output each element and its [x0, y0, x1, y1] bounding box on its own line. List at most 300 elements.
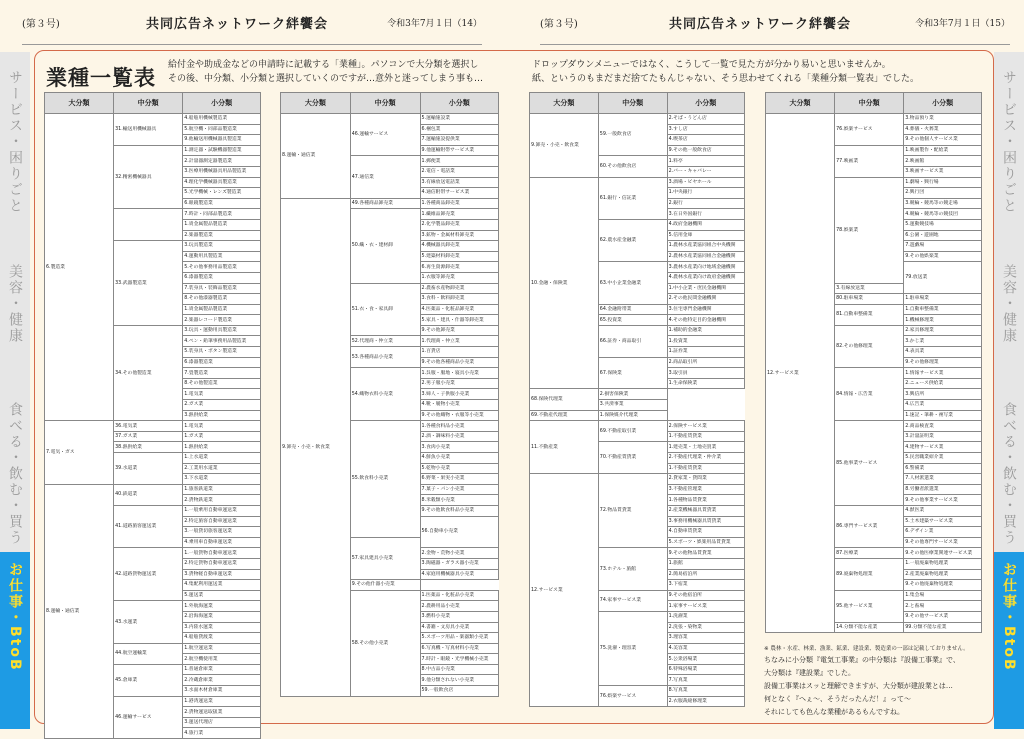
subcategory-cell: 4.葬儀・火葬業: [904, 124, 982, 135]
subcategory-cell: 1.家事サービス業: [667, 601, 744, 612]
subcategory-cell: 2.洗張・染物業: [667, 622, 744, 633]
subcategory-cell: 2.工業用水道業: [183, 463, 261, 474]
subcategory-cell: 2.簡易宿泊所: [667, 569, 744, 580]
category-cell: 12.サービス業: [530, 474, 599, 707]
subcategory-cell: 9.その他織物・衣服等小売業: [420, 410, 498, 421]
subcategory-cell: 4.自動車賃貸業: [667, 527, 744, 538]
category-cell: 80.駐車場業: [835, 294, 904, 305]
subcategory-cell: 1.証券業: [667, 347, 744, 358]
subcategory-cell: 3.映画サービス業: [904, 166, 982, 177]
subcategory-cell: 1.旅館: [667, 558, 744, 569]
subcategory-cell: 3.酒場・ビヤホール: [667, 177, 744, 188]
subcategory-cell: 2.貸家業・貸間業: [667, 474, 744, 485]
subcategory-cell: 9.その他卸売業: [420, 325, 498, 336]
subcategory-cell: 1.機械修理業: [904, 315, 982, 326]
category-cell: 81.自動車整備業: [835, 304, 904, 325]
subcategory-cell: 3.貨物軽自動車運送業: [183, 569, 261, 580]
subcategory-cell: 2.不動産代理業・仲介業: [667, 453, 744, 464]
subcategory-cell: 7.人材派遣業: [904, 474, 982, 485]
subcategory-cell: 2.化学製品卸売業: [420, 219, 498, 230]
sidebar-tab-business[interactable]: お仕事・BtoB: [0, 552, 30, 729]
category-cell: 31.輸送用機械器具: [114, 114, 183, 146]
subcategory-cell: 1.熱供給業: [183, 442, 261, 453]
subcategory-cell: 2.興行団: [904, 188, 982, 199]
category-cell: 43.水運業: [114, 601, 183, 643]
subcategory-cell: 5.乾物小売業: [420, 463, 498, 474]
column-header: 小分類: [667, 93, 744, 114]
column-header: 中分類: [835, 93, 904, 114]
subcategory-cell: 1.集会場: [904, 590, 982, 601]
category-cell: 40.鉄道業: [114, 484, 183, 505]
issue-date: 令和3年7月１日（14）: [362, 16, 482, 29]
subcategory-cell: 2.産業機械器具賃貸業: [667, 505, 744, 516]
subcategory-cell: 7.時計・眼鏡・光学機械小売業: [420, 654, 498, 665]
table-row: [45, 421, 261, 432]
subcategory-cell: 3.熱供給業: [183, 410, 261, 421]
subcategory-cell: 2.バー・キャバレー: [667, 166, 744, 177]
subcategory-cell: 3.運送代理店: [183, 717, 261, 728]
category-cell: 58.その他小売業: [350, 590, 420, 696]
table-row: [530, 389, 745, 400]
subcategory-cell: 4.船舶用機械製造業: [183, 114, 261, 125]
subcategory-cell: 1.補助的金融業: [667, 325, 744, 336]
page-title: 業種一覧表: [46, 62, 156, 92]
subcategory-cell: 9.その他修理業: [904, 357, 982, 368]
subcategory-cell: 6.漆器製造業: [183, 357, 261, 368]
industry-table-2: [280, 92, 499, 697]
subcategory-cell: 9.その他物品賃貸業: [667, 548, 744, 559]
subcategory-cell: 2.銀行: [667, 198, 744, 209]
industry-table-4: [765, 92, 982, 633]
subcategory-cell: 7.写真業: [667, 675, 744, 686]
subcategory-cell: 1.貴金属製品製造業: [183, 219, 261, 230]
category-cell: 39.水道業: [114, 453, 183, 485]
subcategory-cell: 1.普通倉庫業: [183, 664, 261, 675]
category-cell: 7.電気・ガス: [45, 421, 114, 485]
sidebar-tab-business[interactable]: お仕事・BtoB: [994, 552, 1024, 729]
subcategory-cell: 2.商品取引所: [667, 357, 744, 368]
column-header: 中分類: [598, 93, 667, 114]
subcategory-cell: 2.計量器測定器製造業: [183, 156, 261, 167]
subcategory-cell: 1.農林水産業協同組合中央機関: [667, 241, 744, 252]
category-cell: 60.その他飲食店: [598, 156, 667, 177]
subcategory-cell: 9.他運輸附帯サービス業: [420, 145, 498, 156]
category-cell: 11.不動産業: [530, 421, 599, 474]
category-cell: 73.ホテル・旅館: [598, 548, 667, 590]
subcategory-cell: 5.運動競技場: [904, 219, 982, 230]
intro-text-left: 給付金や助成金などの申請時に記載する「業種」。パソコンで大分類を選択し その後、中分類、小分類と選択していくのですが…意外と迷ってしまう事も…: [168, 58, 508, 86]
subcategory-cell: 4.集配利用運送業: [183, 580, 261, 591]
subcategory-cell: 1.情報サービス業: [904, 368, 982, 379]
category-cell: 8.運輸・通信業: [45, 484, 114, 738]
subcategory-cell: 2.冷蔵倉庫業: [183, 675, 261, 686]
subcategory-cell: 8.その他漆器製造業: [183, 294, 261, 305]
subcategory-cell: 3.すし店: [667, 124, 744, 135]
category-cell: 41.道路旅客運送業: [114, 505, 183, 547]
subcategory-cell: 8.労働者派遣業: [904, 484, 982, 495]
category-cell: 85.他事業サービス: [835, 421, 904, 506]
subcategory-cell: 5.装身具・ボタン製造業: [183, 347, 261, 358]
subcategory-cell: 5.公衆浴場業: [667, 654, 744, 665]
category-cell: 61.銀行・信託業: [598, 177, 667, 219]
category-cell: 45.倉庫業: [114, 664, 183, 696]
category-cell: 34.その他製造業: [114, 325, 183, 420]
subcategory-cell: 2.家具修理業: [904, 325, 982, 336]
category-cell: 54.織物衣料小売業: [350, 368, 420, 421]
subcategory-cell: 7.菓子・パン小売業: [420, 484, 498, 495]
subcategory-cell: 1.代理商・仲立業: [420, 336, 498, 347]
table-row: [281, 114, 499, 125]
category-cell: 78.娯楽業: [835, 177, 904, 283]
subcategory-cell: 1.旅客鉄道業: [183, 484, 261, 495]
subcategory-cell: 4.ペン・鉛筆事務用品製造業: [183, 336, 261, 347]
subcategory-cell: 1.各種食料品小売業: [420, 421, 498, 432]
subcategory-cell: 7.運輸施設提供業: [420, 135, 498, 146]
subcategory-cell: 3.取引員: [667, 368, 744, 379]
subcategory-cell: 4.美容業: [667, 643, 744, 654]
subcategory-cell: 2.沿海海運業: [183, 611, 261, 622]
subcategory-cell: 4.政府金融機関: [667, 219, 744, 230]
column-header: 小分類: [904, 93, 982, 114]
column-header: 大分類: [45, 93, 114, 114]
subcategory-cell: 4.船舶貸渡業: [183, 633, 261, 644]
subcategory-cell: 5.土木建築サービス業: [904, 516, 982, 527]
subcategory-cell: 3.かじ業: [904, 336, 982, 347]
category-cell: 63.中小企業金融業: [598, 262, 667, 304]
subcategory-cell: 4.競輪・競馬等の競技団: [904, 209, 982, 220]
table-row: [766, 114, 982, 125]
subcategory-cell: 6.特殊浴場業: [667, 664, 744, 675]
industry-table-1: [44, 92, 261, 739]
subcategory-cell: 1.不動産賃貸業: [667, 463, 744, 474]
subcategory-cell: 9.その他什器小売業: [350, 580, 420, 591]
subcategory-cell: 1.速記・筆耕・複写業: [904, 410, 982, 421]
category-cell: 76.娯楽サービス: [835, 114, 904, 146]
category-cell: 59.一般飲食店: [598, 114, 667, 156]
subcategory-cell: 9.その他一般飲食店: [667, 145, 744, 156]
subcategory-cell: 5.民営職業紹介業: [904, 453, 982, 464]
issue-number: (第３号): [22, 15, 112, 30]
subcategory-cell: 3.婦人・子供服小売業: [420, 389, 498, 400]
subcategory-cell: 5.家具・建具・什器等卸売業: [420, 315, 498, 326]
category-cell: 33.武器製造業: [114, 241, 183, 326]
subcategory-cell: 3.医療用機械器具用品製造業: [183, 166, 261, 177]
subcategory-cell: 9.その他サービス業: [904, 611, 982, 622]
category-cell: 6.製造業: [45, 114, 114, 421]
subcategory-cell: 8.写真業: [667, 686, 744, 697]
subcategory-cell: 2.ガス業: [183, 400, 261, 411]
sidebar-tab-service[interactable]: サービス・困りごと: [994, 70, 1024, 260]
subcategory-cell: 2.そば・うどん店: [667, 114, 744, 125]
sidebar-tab-food[interactable]: 食べる・飲む・買う: [0, 402, 30, 552]
subcategory-cell: 5.運送業: [183, 590, 261, 601]
subcategory-cell: 4.医薬品・化粧品卸売業: [420, 304, 498, 315]
subcategory-cell: 1.各種物品賃貸業: [667, 495, 744, 506]
subcategory-cell: 1.電気業: [183, 421, 261, 432]
subcategory-cell: 4.理化学機械器具製造業: [183, 177, 261, 188]
subcategory-cell: 3.玩具・運動用具製造業: [183, 325, 261, 336]
category-cell: 46.運輸サービス: [114, 696, 183, 738]
subcategory-cell: 1.不動産賃貸業: [667, 431, 744, 442]
subcategory-cell: 1.郵便業: [420, 156, 498, 167]
table-row: [530, 410, 745, 421]
subcategory-cell: 5.光学機械・レンズ製造業: [183, 188, 261, 199]
subcategory-cell: 2.男子服小売業: [420, 378, 498, 389]
subcategory-cell: 3.水面木材倉庫業: [183, 686, 261, 697]
category-cell: 57.家具建具小売業: [350, 537, 420, 579]
subcategory-cell: 1.衣服等卸売業: [420, 272, 498, 283]
subcategory-cell: 5.建築材料卸売業: [420, 251, 498, 262]
subcategory-cell: 3.興信所: [904, 389, 982, 400]
subcategory-cell: 2.農畜水産物卸売業: [420, 283, 498, 294]
table-row: [45, 484, 261, 495]
subcategory-cell: 2.貨物鉄道業: [183, 495, 261, 506]
category-cell: 46.運輸サービス: [350, 114, 420, 156]
subcategory-cell: 4.その他特定目的金融機関: [667, 315, 744, 326]
subcategory-cell: 5.航空機・同部品製造業: [183, 124, 261, 135]
category-cell: 77.映画業: [835, 145, 904, 177]
subcategory-cell: 3.鉱物・金属材料卸売業: [420, 230, 498, 241]
subcategory-cell: 4.農林水産業向け政府金融機関: [667, 272, 744, 283]
issue-date: 令和3年7月１日（15）: [890, 16, 1010, 29]
subcategory-cell: 1.料亭: [667, 156, 744, 167]
subcategory-cell: 1.ガス業: [183, 431, 261, 442]
subcategory-cell: 2.貨物運送取扱業: [183, 707, 261, 718]
subcategory-cell: 6.漆器製造業: [183, 272, 261, 283]
subcategory-cell: 9.その他娯楽業: [904, 251, 982, 262]
category-cell: 65.投資業: [598, 315, 667, 326]
subcategory-cell: 9.その他事業サービス業: [904, 495, 982, 506]
subcategory-cell: 1.各種商品卸売業: [420, 198, 498, 209]
category-cell: 79.放送業: [904, 262, 982, 294]
category-cell: 14.分類不能な産業: [835, 622, 904, 633]
subcategory-cell: 7.畳製造業: [183, 368, 261, 379]
subcategory-cell: 7.装身具・装飾品製造業: [183, 283, 261, 294]
subcategory-cell: 1.外航海運業: [183, 601, 261, 612]
subcategory-cell: 1.劇場・興行場: [904, 177, 982, 188]
category-cell: 37.ガス業: [114, 431, 183, 442]
subcategory-cell: 4.広告業: [904, 400, 982, 411]
header-right: [540, 0, 1010, 45]
subcategory-cell: 7.遊戯場: [904, 241, 982, 252]
newsletter-title: 共同広告ネットワーク絆饗会: [112, 13, 362, 32]
category-cell: 69.不動産代理業: [530, 410, 599, 421]
sidebar-left: [0, 52, 30, 729]
category-cell: 49.各種商品卸売業: [350, 198, 420, 209]
category-cell: 95.他サービス業: [835, 590, 904, 622]
subcategory-cell: 3.不動産管理業: [667, 484, 744, 495]
newsletter-title: 共同広告ネットワーク絆饗会: [630, 13, 890, 32]
category-cell: 86.専門サービス業: [835, 505, 904, 547]
table-header-row: [281, 93, 499, 114]
table-row: [530, 114, 745, 125]
subcategory-cell: 1.洗濯業: [667, 611, 744, 622]
category-cell: 10.金融・保険業: [530, 177, 599, 389]
subcategory-cell: 4.表具業: [904, 347, 982, 358]
subcategory-cell: 2.ニュース供給業: [904, 378, 982, 389]
subcategory-cell: 1.一般乗用自動車運送業: [183, 505, 261, 516]
category-cell: 51.衣・食・家具卸: [350, 283, 420, 336]
sidebar-tab-beauty[interactable]: 美容・健康: [994, 264, 1024, 394]
subcategory-cell: 1.駐車場業: [904, 294, 982, 305]
subcategory-cell: 8.その他製造業: [183, 378, 261, 389]
subcategory-cell: 1.呉服・服地・寝具小売業: [420, 368, 498, 379]
subcategory-cell: 7.時計・同部品製造業: [183, 209, 261, 220]
subcategory-cell: 3.内陸水運業: [183, 622, 261, 633]
sidebar-tab-service[interactable]: サービス・困りごと: [0, 70, 30, 260]
category-cell: 42.道路貨物運送業: [114, 548, 183, 601]
subcategory-cell: 2.特定旅客自動車運送業: [183, 516, 261, 527]
table-row: [45, 114, 261, 125]
subcategory-cell: 3.食肉小売業: [420, 442, 498, 453]
subcategory-cell: 1.医薬品・化粧品小売業: [420, 590, 498, 601]
subcategory-cell: 3.事務用機械器具賃貸業: [667, 516, 744, 527]
subcategory-cell: 2.酒・調味料小売業: [420, 431, 498, 442]
table-row: [281, 198, 499, 209]
subcategory-cell: 2.航空機使用業: [183, 654, 261, 665]
category-cell: 50.繊・衣・建材卸: [350, 209, 420, 283]
sidebar-right: [994, 52, 1024, 729]
subcategory-cell: 1.自動車整備業: [904, 304, 982, 315]
column-header: 中分類: [114, 93, 183, 114]
footnote: ※ 農林・水産、林業、漁業、鉱業、建設業、製造業の一部は記載しておりません。 ちなみに小分類『電気工事業』の中分類は『設備工事業』で、 大分類は『建設業』でした。 設備工事業はスッと理解できますが、大分類が建設業とは… 何となく『へぇ～、そうだったんだ！』って～ それにしても色んな業種があるもんですね。: [764, 644, 988, 719]
subcategory-cell: 6.眼鏡製造業: [183, 198, 261, 209]
table-header-row: [45, 93, 261, 114]
subcategory-cell: 6.写真機・写真材料小売業: [420, 643, 498, 654]
category-cell: 36.電気業: [114, 421, 183, 432]
category-cell: 89.廃棄物処理業: [835, 558, 904, 590]
subcategory-cell: 4.喫茶店: [667, 135, 744, 146]
category-cell: [114, 209, 183, 241]
category-cell: 87.医療業: [835, 548, 904, 559]
subcategory-cell: 4.旅行業: [183, 728, 261, 739]
category-cell: 53.各種商品小売業: [350, 347, 420, 368]
subcategory-cell: 5.その他事務用品製造業: [183, 262, 261, 273]
column-header: 大分類: [766, 93, 835, 114]
subcategory-cell: 2.保険サービス業: [667, 421, 744, 432]
subcategory-cell: 4.獣医業: [904, 505, 982, 516]
subcategory-cell: 8.米穀類小売業: [420, 495, 498, 506]
subcategory-cell: 1.繊維品卸売業: [420, 209, 498, 220]
column-header: 中分類: [350, 93, 420, 114]
subcategory-cell: 2.衣服裁縫修理業: [667, 696, 744, 707]
category-cell: 56.自動車小売業: [420, 516, 498, 548]
subcategory-cell: 6.警備業: [904, 463, 982, 474]
category-cell: 12.サービス業: [766, 114, 835, 633]
subcategory-cell: 2.映画館: [904, 156, 982, 167]
category-cell: 64.金融附帯業: [598, 304, 667, 315]
subcategory-cell: 4.乗用車自動車運送業: [183, 537, 261, 548]
subcategory-cell: 1.航空運送業: [183, 643, 261, 654]
subcategory-cell: 9.その他飲食料品小売業: [420, 505, 498, 516]
category-cell: 68.保険代理業: [530, 389, 599, 410]
column-header: 小分類: [183, 93, 261, 114]
subcategory-cell: 1.投資業: [667, 336, 744, 347]
subcategory-cell: 3.燃料小売業: [420, 611, 498, 622]
subcategory-cell: 9.その他個人サービス業: [904, 135, 982, 146]
subcategory-cell: 1.貴金属製品製造業: [183, 304, 261, 315]
subcategory-cell: 2.その他民間金融機関: [667, 294, 744, 305]
header-left: [22, 0, 482, 45]
subcategory-cell: 9.その他医療業関連サービス業: [904, 548, 982, 559]
subcategory-cell: 6.再生資源卸売業: [420, 262, 498, 273]
category-cell: 67.保険業: [598, 357, 667, 389]
subcategory-cell: 1.保険媒介代理業: [598, 410, 667, 421]
subcategory-cell: 2.産業廃棄物処理業: [904, 569, 982, 580]
subcategory-cell: 1.一般貨物自動車運送業: [183, 548, 261, 559]
table-row: [530, 474, 745, 485]
subcategory-cell: 4.靴・履物小売業: [420, 400, 498, 411]
subcategory-cell: 1.中小企業・庶民金融機関: [667, 283, 744, 294]
subcategory-cell: 3.一般貸切旅客運送業: [183, 527, 261, 538]
subcategory-cell: 1.電気業: [183, 389, 261, 400]
subcategory-cell: 2.特定貨物自動車運送業: [183, 558, 261, 569]
category-cell: 44.航空運輸業: [114, 643, 183, 664]
subcategory-cell: 3.食料・飲料卸売業: [420, 294, 498, 305]
subcategory-cell: 6.デザイン業: [904, 527, 982, 538]
subcategory-cell: 3.陶磁器・ガラス器小売業: [420, 558, 498, 569]
subcategory-cell: 2.楽器レコード製造業: [183, 315, 261, 326]
subcategory-cell: 3.計量証明業: [904, 431, 982, 442]
category-cell: 62.農水産金融業: [598, 219, 667, 261]
category-cell: 9.卸売・小売・飲食業: [281, 198, 351, 696]
subcategory-cell: 5.スポーツ用品・楽器類小売業: [420, 633, 498, 644]
subcategory-cell: 6.公園・遊園地: [904, 230, 982, 241]
category-cell: 99.分類不能な産業: [904, 622, 982, 633]
subcategory-cell: 2.楽器製造業: [183, 230, 261, 241]
category-cell: 74.家事サービス業: [598, 590, 667, 611]
sidebar-tab-beauty[interactable]: 美容・健康: [0, 264, 30, 394]
subcategory-cell: 2.金物・荒物小売業: [420, 548, 498, 559]
subcategory-cell: 4.機械器具卸売業: [420, 241, 498, 252]
subcategory-cell: 9.その他専門サービス業: [904, 537, 982, 548]
subcategory-cell: 1.測定器・試験機器製造業: [183, 145, 261, 156]
subcategory-cell: 3.玩具製造業: [183, 241, 261, 252]
subcategory-cell: 6.野菜・果実小売業: [420, 474, 498, 485]
sidebar-tab-food[interactable]: 食べる・飲む・買う: [994, 402, 1024, 552]
column-header: 大分類: [530, 93, 599, 114]
subcategory-cell: 3.物品預り業: [904, 114, 982, 125]
column-header: 小分類: [420, 93, 498, 114]
intro-text-right: ドロップダウンメニューではなく、こうして一覧で見た方が分かり易いと思いませんか。 紙、というのもまだまだ捨てたもんじゃない、そう思わせてくれる「業種分類一覧表」でした。: [532, 58, 982, 86]
subcategory-cell: 2.電信・電話業: [420, 166, 498, 177]
category-cell: 72.物品賃貸業: [598, 474, 667, 548]
subcategory-cell: 5.信用金庫: [667, 230, 744, 241]
subcategory-cell: 9.その他宿泊所: [667, 590, 744, 601]
subcategory-cell: 1.映画製作・配給業: [904, 145, 982, 156]
subcategory-cell: 2.と畜場: [904, 601, 982, 612]
subcategory-cell: 4.建物サービス業: [904, 442, 982, 453]
category-cell: 69.不動産取引業: [598, 421, 667, 442]
subcategory-cell: 4.通信附帯サービス業: [420, 188, 498, 199]
subcategory-cell: 6.梱包業: [420, 124, 498, 135]
category-cell: 32.精密機械器具: [114, 145, 183, 209]
subcategory-cell: 3.在日外国銀行: [667, 209, 744, 220]
subcategory-cell: 1.建売業・土地売買業: [667, 442, 744, 453]
category-cell: 76.娯楽サービス: [598, 686, 667, 707]
issue-number: (第３号): [540, 15, 630, 30]
subcategory-cell: 1.中央銀行: [667, 188, 744, 199]
subcategory-cell: 1.港湾運送業: [183, 696, 261, 707]
subcategory-cell: 2.農耕用品小売業: [420, 601, 498, 612]
subcategory-cell: 1.百貨店: [420, 347, 498, 358]
category-cell: 75.洗濯・理容業: [598, 611, 667, 685]
subcategory-cell: 3.競輪・競馬等の競走場: [904, 198, 982, 209]
category-cell: 8.運輸・通信業: [281, 114, 351, 199]
subcategory-cell: 4.家庭用機械器具小売業: [420, 569, 498, 580]
table-header-row: [766, 93, 982, 114]
subcategory-cell: 3.農林水産業向け地域金融機関: [667, 262, 744, 273]
